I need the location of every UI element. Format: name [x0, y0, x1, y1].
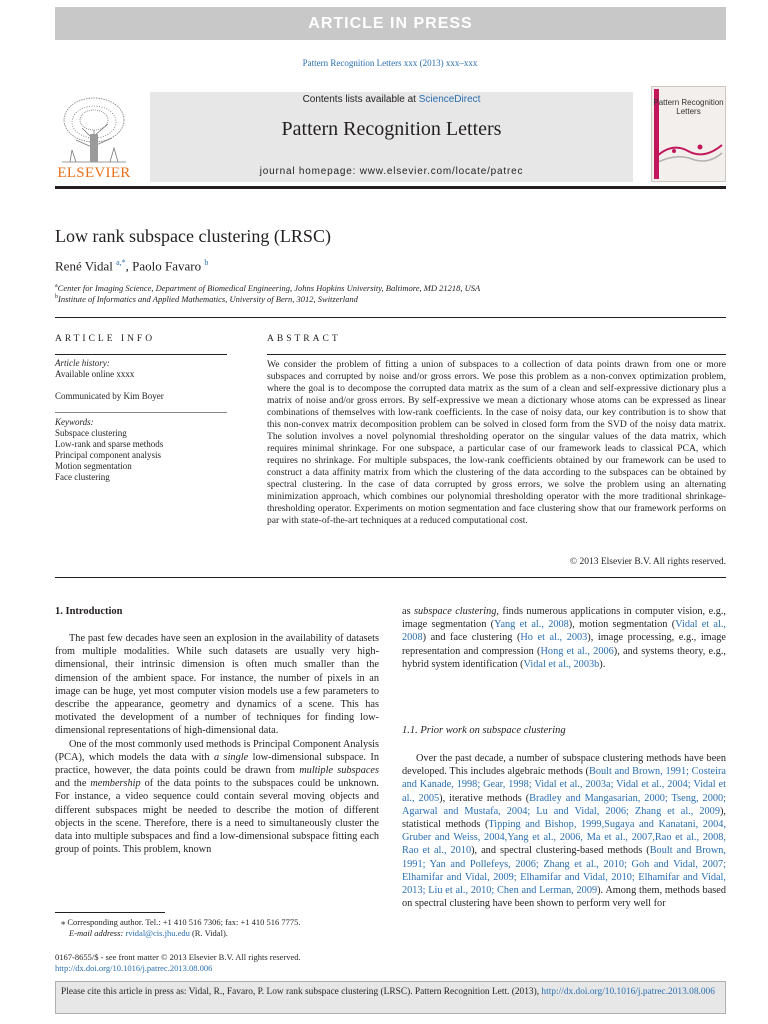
- paragraph: One of the most commonly used methods is Principal Component Analysis (PCA), which models the data with a single low-dimensional subspace. In practice, however, the data points could be drawn from multiple subspaces and the membership of the data points to the subspaces could be unknown. For instance, a video sequence could contain several moving objects and different subspaces might be needed to describe the motion of different objects in the scene. Therefore, there is a need to simultaneously cluster the data into multiple subspaces and find a low-dimensional subspace fitting each group of points. This problem, known: [55, 738, 379, 856]
- article-history: Article history: Available online xxxx: [55, 358, 135, 379]
- author-list: René Vidal $^{a,*}$, Paolo Favaro $^b$: [55, 258, 209, 274]
- footnote-rule: [55, 912, 165, 913]
- keyword-item: Principal component analysis: [55, 450, 161, 460]
- contents-line: Contents lists available at ScienceDirect: [302, 94, 481, 105]
- reference-link[interactable]: Tipping and Bishop, 1999,Sugaya and Kanatani, 2004, Gruber and Weiss, 2004,Yang et al., 2006, Ma et al., 2007,Rao et al., 2008, Rao et al., 2010: [402, 819, 726, 857]
- abstract-rule: [267, 354, 726, 355]
- elsevier-wordmark: ELSEVIER: [57, 165, 131, 181]
- article-info-heading: ARTICLE INFO: [55, 334, 156, 344]
- reference-link[interactable]: Hong et al., 2006: [540, 645, 614, 657]
- article-in-press-banner: ARTICLE IN PRESS: [55, 7, 726, 40]
- reference-link[interactable]: Bradley and Mangasarian, 2000; Tseng, 2000; Agarwal and Mustafa, 2004; Lu and Vidal, 2006; Zhang et al., 2009: [402, 792, 726, 817]
- article-info-rule: [55, 354, 227, 355]
- doi-link[interactable]: http://dx.doi.org/10.1016/j.patrec.2013.08.006: [55, 963, 213, 973]
- affiliation: $^b$Institute of Informatics and Applied Mathematics, University of Bern, 3012, Switzerland: [55, 294, 358, 304]
- body-column-left: [55, 632, 379, 856]
- journal-homepage[interactable]: journal homepage: www.elsevier.com/locate/patrec: [259, 166, 524, 177]
- title-rule: [55, 317, 726, 318]
- keyword-item: Subspace clustering: [55, 428, 127, 438]
- author-name: René Vidal: [55, 258, 113, 274]
- sciencedirect-link[interactable]: ScienceDirect: [418, 94, 481, 105]
- abstract-end-rule: [55, 577, 726, 578]
- keyword-item: Low-rank and sparse methods: [55, 439, 164, 449]
- copyright: © 2013 Elsevier B.V. All rights reserved.: [569, 557, 726, 567]
- reference-link[interactable]: Boult and Brown, 1991; Costeira and Kanade, 1998; Gear, 1998; Vidal et al., 2003a; Vidal et al., 2004; Vidal et al., 2005: [402, 766, 726, 804]
- journal-reference-link[interactable]: Pattern Recognition Letters xxx (2013) xxx–xxx: [302, 58, 478, 68]
- paragraph: Over the past decade, a number of subspace clustering methods have been developed. This includes algebraic methods (Boult and Brown, 1991; Costeira and Kanade, 1998; Gear, 1998; Vidal et al., 2003a; Vidal et al., 2004; Vidal et al., 2005), iterative methods (Bradley and Mangasarian, 2000; Tseng, 2000; Agarwal and Mustafa, 2004; Lu and Vidal, 2006; Zhang et al., 2009), statistical methods (Tipping and Bishop, 1999,Sugaya and Kanatani, 2004, Gruber and Weiss, 2004,Yang et al., 2006, Ma et al., 2007,Rao et al., 2008, Rao et al., 2010), and spectral clustering-based methods (Boult and Brown, 1991; Yan and Pollefeys, 2006; Zhang et al., 2010; Goh and Vidal, 2007; Elhamifar and Vidal, 2009; Elhamifar and Vidal, 2010; Elhamifar and Vidal, 2013; Liu et al., 2010; Chen and Lerman, 2009). Among them, methods based on spectral clustering have been shown to perform very well for: [402, 753, 727, 910]
- reference-link[interactable]: Boult and Brown, 1991; Yan and Pollefeys, 2006; Zhang et al., 2010; Goh and Vidal, 2007; Elhamifar and Vidal, 2009; Elhamifar and Vidal, 2010; Elhamifar and Vidal, 2013; Liu et al., 2010; Chen and Lerman, 2009: [402, 845, 726, 897]
- body-column-right-top: [402, 605, 726, 671]
- reference-link[interactable]: Vidal et al., 2003b: [523, 658, 600, 670]
- citation-doi-link[interactable]: http://dx.doi.org/10.1016/j.patrec.2013.08.006: [541, 987, 715, 997]
- footnote: ⁎ Corresponding author. Tel.: +1 410 516 7306; fax: +1 410 516 7775. E-mail address: rvidal@cis.jhu.edu (R. Vidal).: [61, 917, 301, 938]
- abstract-text: We consider the problem of fitting a union of subspaces to a collection of data points drawn from one or more subspaces and corrupted by noise and/or gross errors. We pose this problem as a non-convex optimization problem, where the goal is to decompose the corrupted data matrix as the sum of a clean and self-expressive dictionary plus a matrix of noise and/or gross errors. By self-expressive we mean a dictionary whose atoms can be expressed as linear combinations of themselves with low-rank coefficients. In the case of noisy data, our key contribution is to show that this non-convex matrix decomposition problem can be solved in closed form from the SVD of the noisy data matrix. The solution involves a novel polynomial thresholding operator on the singular values of the data matrix, which requires minimal shrinkage. For one subspace, a particular case of our framework leads to classical PCA, which requires no shrinkage. For multiple subspaces, the low-rank coefficients obtained by our framework can be used to construct a data affinity matrix from which the clustering of the data according to the subspaces can be obtained by spectral clustering. In the case of data corrupted by gross errors, we solve the problem using an alternating minimization approach, which combines our polynomial thresholding operator with the more traditional shrinkage-thresholding operator. Experiments on motion segmentation and face clustering show that our framework performs on par with state-of-the-art techniques at a reduced computational cost.: [267, 359, 726, 526]
- paragraph: The past few decades have seen an explosion in the availability of datasets from multiple modalities. While such datasets are usually very high-dimensional, their intrinsic dimension is often much smaller than the dimension of the ambient space. For instance, the number of pixels in an image can be huge, yet most computer vision models use a few parameters to describe the appearance, geometry and dynamics of a scene. This has motivated the development of a number of techniques for finding low-dimensional representations of high-dimensional data.: [55, 633, 379, 737]
- cover-title: Pattern Recognition Letters: [653, 98, 724, 116]
- keyword-item: Face clustering: [55, 472, 110, 482]
- section-heading: 1. Introduction: [55, 606, 123, 617]
- author-affiliation-mark[interactable]: b: [204, 258, 209, 267]
- subsection-heading: 1.1. Prior work on subspace clustering: [402, 725, 566, 736]
- article-title: Low rank subspace clustering (LRSC): [55, 226, 331, 246]
- citation-box: Please cite this article in press as: Vidal, R., Favaro, P. Low rank subspace clustering (LRSC). Pattern Recognition Lett. (2013), http://dx.doi.org/10.1016/j.patrec.2013.08.006: [55, 981, 726, 1014]
- keywords-rule: [55, 412, 227, 413]
- reference-link[interactable]: Ho et al., 2003: [520, 632, 588, 644]
- keyword-item: Motion segmentation: [55, 461, 132, 471]
- issn-info: 0167-8655/$ - see front matter © 2013 Elsevier B.V. All rights reserved. http://dx.doi.org/10.1016/j.patrec.2013.08.006: [55, 952, 395, 974]
- reference-link[interactable]: Vidal et al., 2008: [402, 619, 727, 644]
- elsevier-logo: [54, 90, 134, 180]
- header-rule: [55, 186, 726, 189]
- author-name: Paolo Favaro: [132, 258, 202, 274]
- author-affiliation-mark[interactable]: a,*: [116, 258, 126, 267]
- abstract-heading: ABSTRACT: [267, 334, 341, 344]
- body-column-right-bottom: [402, 752, 726, 910]
- paragraph: as subspace clustering, finds numerous applications in computer vision, e.g., image segmentation (Yang et al., 2008), motion segmentation (Vidal et al., 2008) and face clustering (Ho et al., 2003), image processing, e.g., image representation and compression (Hong et al., 2006), and systems theory, e.g., hybrid system identification (Vidal et al., 2003b).: [402, 606, 727, 670]
- email-link[interactable]: rvidal@cis.jhu.edu: [125, 928, 190, 938]
- reference-link[interactable]: Yang et al., 2008: [494, 619, 569, 631]
- communicated-by: Communicated by Kim Boyer: [55, 391, 164, 401]
- affiliation: $^a$Center for Imaging Science, Department of Biomedical Engineering, Johns Hopkins University, Baltimore, MD 21218, USA: [55, 283, 481, 293]
- keyword-list: Keywords: Subspace clustering Low-rank and sparse methods Principal component analysis Motion segmentation Face clustering: [55, 417, 227, 483]
- journal-title: Pattern Recognition Letters: [281, 118, 502, 140]
